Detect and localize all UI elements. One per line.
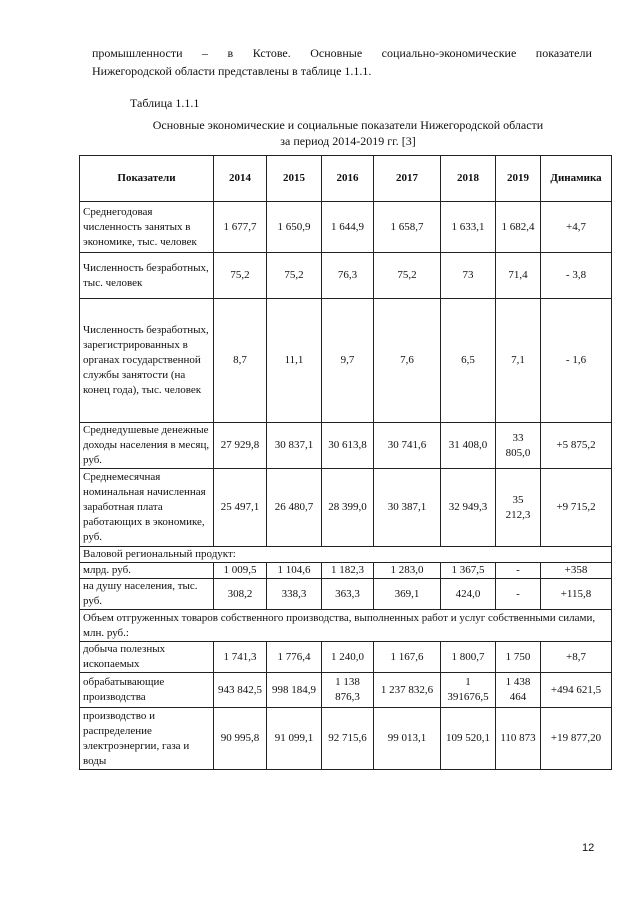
table-cell: 1 167,6 [374,642,441,673]
column-header: 2017 [374,156,441,202]
table-cell: 1 104,6 [267,563,322,579]
intro-line-1 [92,44,592,62]
table-cell: 338,3 [267,579,322,610]
table-row [80,299,612,423]
column-header: 2014 [214,156,267,202]
intro-word: показатели [535,46,592,60]
section-header-goods: Объем отгруженных товаров собственного производства, выполненных работ и услуг собственными силами, млн. руб.: [80,610,612,642]
column-header: Показатели [80,156,214,202]
table-cell: 30 741,6 [374,423,441,469]
table-cell: 92 715,6 [322,708,374,770]
table-cell: 9,7 [322,299,374,423]
row-label: на душу населения, тыс. руб. [80,579,214,610]
table-cell: 75,2 [267,253,322,299]
table-row [80,423,612,469]
table-cell: - [496,579,541,610]
table-cell: 7,1 [496,299,541,423]
table-cell: 1 240,0 [322,642,374,673]
intro-word: социально-экономические [381,46,517,60]
table-cell: 1 677,7 [214,202,267,253]
table-cell: 33 805,0 [496,423,541,469]
table-row [80,708,612,770]
table-title-line-2: за период 2014-2019 гг. [3] [280,134,416,148]
table-row [80,563,612,579]
table-cell: 1 367,5 [441,563,496,579]
intro-paragraph [92,44,592,80]
table-cell: 75,2 [214,253,267,299]
table-row [80,673,612,708]
intro-word: в [227,46,234,60]
table-cell: 75,2 [374,253,441,299]
table-title-line-1: Основные экономические и социальные показатели Нижегородской области [152,118,544,132]
table-cell: 91 099,1 [267,708,322,770]
table-cell: 1 644,9 [322,202,374,253]
table-cell: 1 682,4 [496,202,541,253]
table-cell: +358 [541,563,612,579]
row-label: Численность безработных, зарегистрированных в органах государственной службы занятости (на конец года), тыс. человек [80,299,214,423]
table-cell: 76,3 [322,253,374,299]
row-label: добыча полезных ископаемых [80,642,214,673]
column-header: 2015 [267,156,322,202]
table-cell: 424,0 [441,579,496,610]
table-cell: 308,2 [214,579,267,610]
table-cell: 943 842,5 [214,673,267,708]
table-cell: +8,7 [541,642,612,673]
table-cell: 28 399,0 [322,469,374,547]
table-cell: +4,7 [541,202,612,253]
section-row [80,547,612,563]
table-cell: - [496,563,541,579]
table-cell: 1 283,0 [374,563,441,579]
table-cell: 32 949,3 [441,469,496,547]
table-cell: 6,5 [441,299,496,423]
table-cell: 369,1 [374,579,441,610]
table-cell: 1 391676,5 [441,673,496,708]
row-label: Среднедушевые денежные доходы населения в месяц, руб. [80,423,214,469]
table-cell: 363,3 [322,579,374,610]
indicators-table [79,155,612,770]
table-cell: 8,7 [214,299,267,423]
table-cell: 35 212,3 [496,469,541,547]
row-label: Численность безработных, тыс. человек [80,253,214,299]
row-label: млрд. руб. [80,563,214,579]
table-header-row [80,156,612,202]
intro-word: Основные [310,46,363,60]
table-cell: +9 715,2 [541,469,612,547]
table-cell: +115,8 [541,579,612,610]
intro-line-2: Нижегородской области представлены в таблице 1.1.1. [92,64,372,78]
table-cell: 30 837,1 [267,423,322,469]
table-cell: - 3,8 [541,253,612,299]
row-label: Среднемесячная номинальная начисленная заработная плата работающих в экономике, руб. [80,469,214,547]
table-cell: 30 387,1 [374,469,441,547]
table-cell: - 1,6 [541,299,612,423]
table-row [80,202,612,253]
row-label: производство и распределение электроэнергии, газа и воды [80,708,214,770]
table-cell: 7,6 [374,299,441,423]
table-cell: 26 480,7 [267,469,322,547]
table-cell: 90 995,8 [214,708,267,770]
table-row [80,579,612,610]
table-cell: 71,4 [496,253,541,299]
row-label: обрабатывающие производства [80,673,214,708]
table-cell: 109 520,1 [441,708,496,770]
table-cell: 25 497,1 [214,469,267,547]
row-label: Среднегодовая численность занятых в экономике, тыс. человек [80,202,214,253]
table-cell: 1 776,4 [267,642,322,673]
table-cell: 1 633,1 [441,202,496,253]
table-cell: 99 013,1 [374,708,441,770]
table-cell: 1 800,7 [441,642,496,673]
column-header: 2019 [496,156,541,202]
table-cell: 1 182,3 [322,563,374,579]
table-cell: 1 009,5 [214,563,267,579]
table-cell: +19 877,20 [541,708,612,770]
table-cell: 1 237 832,6 [374,673,441,708]
table-cell: 31 408,0 [441,423,496,469]
table-cell: 30 613,8 [322,423,374,469]
page-number: 12 [582,842,595,854]
table-row [80,469,612,547]
column-header: Динамика [541,156,612,202]
table-cell: 1 138 876,3 [322,673,374,708]
table-cell: 1 438 464 [496,673,541,708]
table-cell: 27 929,8 [214,423,267,469]
table-cell: 11,1 [267,299,322,423]
table-row [80,642,612,673]
intro-word: промышленности [92,46,183,60]
table-cell: 998 184,9 [267,673,322,708]
table-cell: +494 621,5 [541,673,612,708]
section-header-grp: Валовой региональный продукт: [80,547,612,563]
table-label: Таблица 1.1.1 [130,96,200,110]
table-row [80,253,612,299]
table-cell: 1 650,9 [267,202,322,253]
intro-word: Кстове. [252,46,291,60]
column-header: 2016 [322,156,374,202]
table-cell: 73 [441,253,496,299]
table-cell: 1 750 [496,642,541,673]
table-cell: +5 875,2 [541,423,612,469]
column-header: 2018 [441,156,496,202]
table-cell: 110 873 [496,708,541,770]
section-row [80,610,612,642]
table-cell: 1 658,7 [374,202,441,253]
table-cell: 1 741,3 [214,642,267,673]
intro-word: – [202,46,209,60]
